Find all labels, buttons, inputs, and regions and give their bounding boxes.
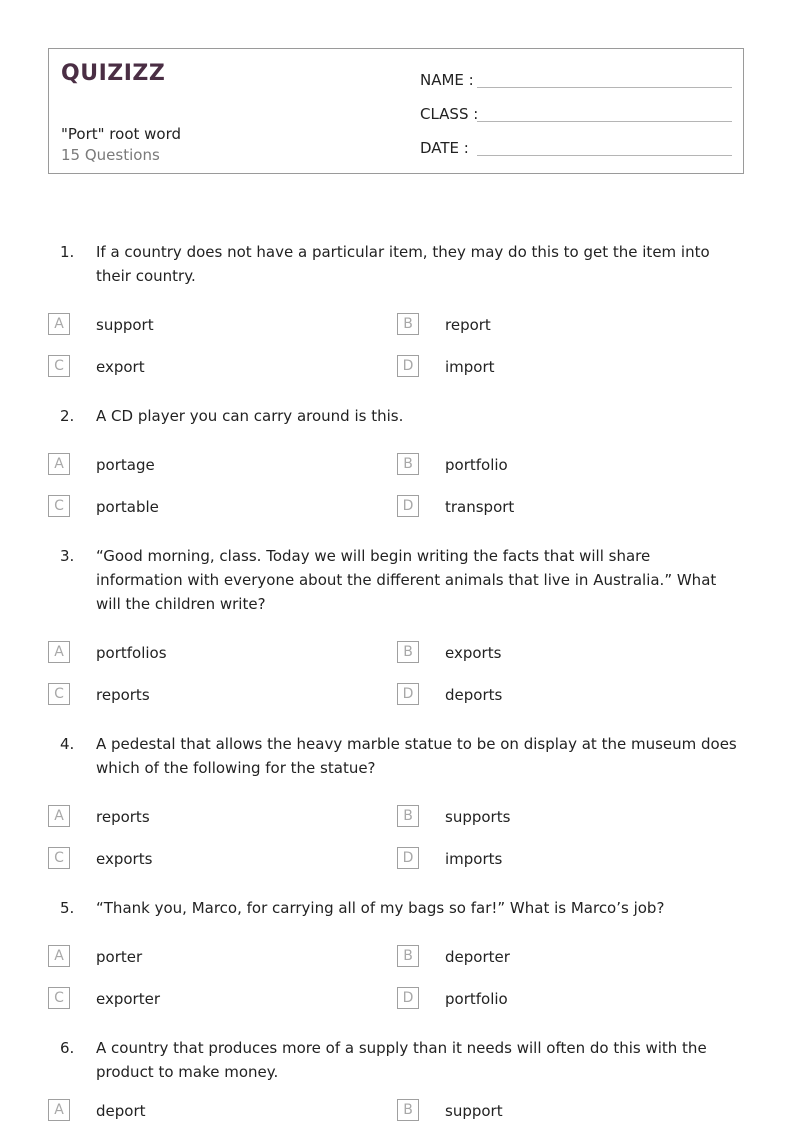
option-text: imports (445, 850, 503, 868)
option-text: deporter (445, 948, 510, 966)
option-letter-box: A (48, 1099, 70, 1121)
option-text: export (96, 358, 145, 376)
question-count: 15 Questions (61, 146, 160, 164)
question-text: A CD player you can carry around is this. (96, 407, 404, 425)
question-number: 5. (60, 899, 75, 917)
quizizz-logo (61, 59, 165, 87)
option-text: deports (445, 686, 503, 704)
option-letter-box: C (48, 683, 70, 705)
class-field[interactable] (420, 101, 479, 123)
question-number: 1. (60, 243, 75, 261)
option-letter-box: C (48, 847, 70, 869)
option-text: portfolio (445, 456, 508, 474)
question-text: A pedestal that allows the heavy marble statue to be on display at the museum does which of the following for the statue? (96, 735, 737, 777)
option-text: supports (445, 808, 511, 826)
question-number: 6. (60, 1039, 75, 1057)
option-letter-box: A (48, 313, 70, 335)
option-letter-box: C (48, 987, 70, 1009)
worksheet-header (48, 48, 744, 174)
question-text: If a country does not have a particular item, they may do this to get the item into their country. (96, 243, 710, 285)
option-text: portfolio (445, 990, 508, 1008)
option-letter-box: B (397, 805, 419, 827)
option-text: transport (445, 498, 515, 516)
option-letter-box: D (397, 683, 419, 705)
option-letter-box: C (48, 495, 70, 517)
option-letter-box: B (397, 641, 419, 663)
question-number: 3. (60, 547, 75, 565)
option-letter-box: D (397, 355, 419, 377)
class-line (477, 121, 732, 122)
option-text: reports (96, 686, 150, 704)
name-label: NAME : (420, 71, 474, 89)
option-letter-box: B (397, 453, 419, 475)
option-text: report (445, 316, 491, 334)
question-number: 2. (60, 407, 75, 425)
option-letter-box: A (48, 641, 70, 663)
question-text: “Thank you, Marco, for carrying all of my bags so far!” What is Marco’s job? (96, 899, 665, 917)
class-label: CLASS : (420, 105, 479, 123)
option-text: portfolios (96, 644, 167, 662)
worksheet-title: "Port" root word (61, 125, 182, 143)
option-text: portage (96, 456, 155, 474)
option-letter-box: D (397, 987, 419, 1009)
option-letter-box: B (397, 1099, 419, 1121)
option-text: support (96, 316, 154, 334)
option-letter-box: C (48, 355, 70, 377)
option-letter-box: D (397, 847, 419, 869)
option-letter-box: A (48, 945, 70, 967)
option-letter-box: A (48, 453, 70, 475)
option-text: exports (445, 644, 502, 662)
date-line (477, 155, 732, 156)
question-text: A country that produces more of a supply than it needs will often do this with the product to make money. (96, 1039, 707, 1081)
question-text: “Good morning, class. Today we will begin writing the facts that will share information with everyone about the different animals that live in Australia.” What will the children write? (96, 547, 717, 613)
option-letter-box: B (397, 945, 419, 967)
date-label: DATE : (420, 139, 469, 157)
option-text: deport (96, 1102, 146, 1120)
option-letter-box: D (397, 495, 419, 517)
option-letter-box: B (397, 313, 419, 335)
name-line (477, 87, 732, 88)
option-text: reports (96, 808, 150, 826)
option-text: porter (96, 948, 143, 966)
option-text: exporter (96, 990, 160, 1008)
option-text: support (445, 1102, 503, 1120)
name-field[interactable] (420, 67, 476, 89)
option-text: exports (96, 850, 153, 868)
date-field[interactable] (420, 135, 476, 157)
option-text: import (445, 358, 495, 376)
option-text: portable (96, 498, 159, 516)
question-number: 4. (60, 735, 75, 753)
option-letter-box: A (48, 805, 70, 827)
logo-text: QUIZIZZ (61, 60, 166, 86)
